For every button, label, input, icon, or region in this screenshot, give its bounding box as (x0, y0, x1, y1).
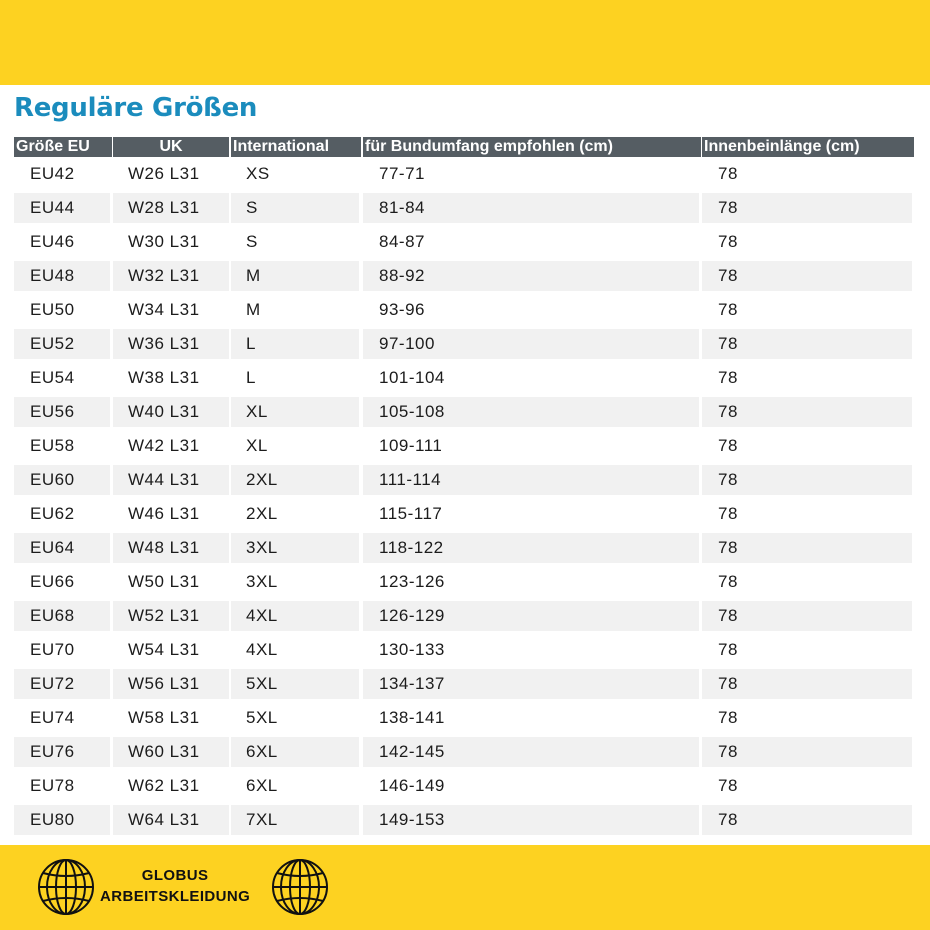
table-row (14, 703, 914, 733)
cell-inseam: 78 (702, 601, 912, 631)
cell-international: 7XL (231, 805, 359, 835)
cell-uk: W64 L31 (113, 805, 229, 835)
cell-size-eu: EU44 (14, 193, 110, 223)
table-row (14, 737, 914, 767)
table-row (14, 465, 914, 495)
globe-icon (36, 857, 96, 917)
table-row (14, 805, 914, 835)
cell-size-eu: EU46 (30, 232, 75, 251)
table-row (14, 431, 914, 461)
cell-inseam: 78 (718, 708, 738, 727)
cell-inseam: 78 (718, 776, 738, 795)
cell-waist: 97-100 (363, 329, 699, 359)
cell-international: 4XL (231, 601, 359, 631)
cell-inseam: 78 (718, 640, 738, 659)
cell-waist: 134-137 (363, 669, 699, 699)
cell-international: 3XL (246, 572, 278, 591)
table-row (14, 227, 914, 257)
cell-waist: 130-133 (379, 640, 445, 659)
cell-uk: W34 L31 (128, 300, 200, 319)
cell-waist: 81-84 (363, 193, 699, 223)
cell-international: 5XL (246, 708, 278, 727)
cell-inseam: 78 (718, 368, 738, 387)
cell-uk: W46 L31 (128, 504, 200, 523)
cell-size-eu: EU62 (30, 504, 75, 523)
cell-uk: W38 L31 (128, 368, 200, 387)
cell-international: 6XL (246, 776, 278, 795)
cell-waist: 149-153 (363, 805, 699, 835)
cell-waist: 126-129 (363, 601, 699, 631)
table-row (14, 499, 914, 529)
cell-inseam: 78 (718, 572, 738, 591)
cell-uk: W48 L31 (113, 533, 229, 563)
cell-inseam: 78 (718, 164, 738, 183)
cell-uk: W58 L31 (128, 708, 200, 727)
cell-uk: W44 L31 (113, 465, 229, 495)
cell-size-eu: EU60 (14, 465, 110, 495)
cell-size-eu: EU54 (30, 368, 75, 387)
cell-inseam: 78 (702, 397, 912, 427)
cell-waist: 84-87 (379, 232, 425, 251)
cell-international: 6XL (231, 737, 359, 767)
cell-uk: W40 L31 (113, 397, 229, 427)
cell-international: S (231, 193, 359, 223)
cell-international: XS (246, 164, 270, 183)
cell-inseam: 78 (702, 737, 912, 767)
table-row (14, 193, 914, 223)
cell-size-eu: EU50 (30, 300, 75, 319)
table-row (14, 669, 914, 699)
cell-size-eu: EU74 (30, 708, 75, 727)
cell-waist: 146-149 (379, 776, 445, 795)
cell-international: L (231, 329, 359, 359)
table-row (14, 295, 914, 325)
cell-waist: 101-104 (379, 368, 445, 387)
cell-size-eu: EU66 (30, 572, 75, 591)
cell-inseam: 78 (702, 465, 912, 495)
header-uk: UK (113, 137, 229, 157)
cell-waist: 93-96 (379, 300, 425, 319)
brand-line-1: GLOBUS (141, 867, 209, 884)
cell-international: S (246, 232, 258, 251)
cell-inseam: 78 (718, 436, 738, 455)
cell-uk: W30 L31 (128, 232, 200, 251)
cell-inseam: 78 (702, 669, 912, 699)
cell-uk: W26 L31 (128, 164, 200, 183)
cell-international: 5XL (231, 669, 359, 699)
header-inseam: Innenbeinlänge (cm) (702, 137, 914, 157)
cell-inseam: 78 (718, 300, 738, 319)
cell-size-eu: EU56 (14, 397, 110, 427)
cell-international: XL (246, 436, 268, 455)
globe-icon (270, 857, 330, 917)
cell-waist: 109-111 (379, 436, 443, 455)
cell-international: 4XL (246, 640, 278, 659)
table-row (14, 771, 914, 801)
cell-uk: W54 L31 (128, 640, 200, 659)
cell-size-eu: EU52 (14, 329, 110, 359)
header-international: International (231, 137, 361, 157)
cell-waist: 77-71 (379, 164, 425, 183)
cell-inseam: 78 (718, 232, 738, 251)
header-waist: für Bundumfang empfohlen (cm) (363, 137, 701, 157)
cell-size-eu: EU78 (30, 776, 75, 795)
cell-waist: 111-114 (363, 465, 699, 495)
cell-international: 2XL (246, 504, 278, 523)
cell-waist: 118-122 (363, 533, 699, 563)
cell-waist: 105-108 (363, 397, 699, 427)
top-banner (0, 0, 930, 85)
cell-international: L (246, 368, 256, 387)
cell-international: M (246, 300, 261, 319)
cell-international: XL (231, 397, 359, 427)
brand-name (100, 865, 250, 907)
cell-waist: 115-117 (379, 504, 443, 523)
table-row (14, 329, 914, 359)
cell-international: 3XL (231, 533, 359, 563)
cell-uk: W42 L31 (128, 436, 200, 455)
cell-size-eu: EU72 (14, 669, 110, 699)
cell-size-eu: EU70 (30, 640, 75, 659)
cell-inseam: 78 (702, 261, 912, 291)
cell-uk: W60 L31 (113, 737, 229, 767)
table-row (14, 533, 914, 563)
table-row (14, 601, 914, 631)
cell-waist: 138-141 (379, 708, 445, 727)
cell-size-eu: EU58 (30, 436, 75, 455)
cell-waist: 123-126 (379, 572, 445, 591)
cell-uk: W62 L31 (128, 776, 200, 795)
cell-size-eu: EU42 (30, 164, 75, 183)
cell-size-eu: EU80 (14, 805, 110, 835)
cell-uk: W52 L31 (113, 601, 229, 631)
table-row (14, 261, 914, 291)
page-title: Reguläre Größen (14, 93, 258, 123)
cell-uk: W28 L31 (113, 193, 229, 223)
cell-size-eu: EU76 (14, 737, 110, 767)
cell-uk: W56 L31 (113, 669, 229, 699)
cell-uk: W50 L31 (128, 572, 200, 591)
header-size-eu: Größe EU (14, 137, 112, 157)
footer-banner (0, 845, 930, 930)
cell-size-eu: EU48 (14, 261, 110, 291)
table-row (14, 363, 914, 393)
table-row (14, 567, 914, 597)
cell-size-eu: EU68 (14, 601, 110, 631)
cell-size-eu: EU64 (14, 533, 110, 563)
cell-inseam: 78 (702, 329, 912, 359)
brand-line-2: ARBEITSKLEIDUNG (100, 888, 251, 905)
table-row (14, 159, 914, 189)
cell-uk: W32 L31 (113, 261, 229, 291)
table-row (14, 635, 914, 665)
cell-uk: W36 L31 (113, 329, 229, 359)
cell-waist: 88-92 (363, 261, 699, 291)
cell-inseam: 78 (702, 193, 912, 223)
cell-international: M (231, 261, 359, 291)
cell-inseam: 78 (702, 533, 912, 563)
cell-international: 2XL (231, 465, 359, 495)
table-row (14, 397, 914, 427)
cell-inseam: 78 (718, 504, 738, 523)
cell-waist: 142-145 (363, 737, 699, 767)
cell-inseam: 78 (702, 805, 912, 835)
